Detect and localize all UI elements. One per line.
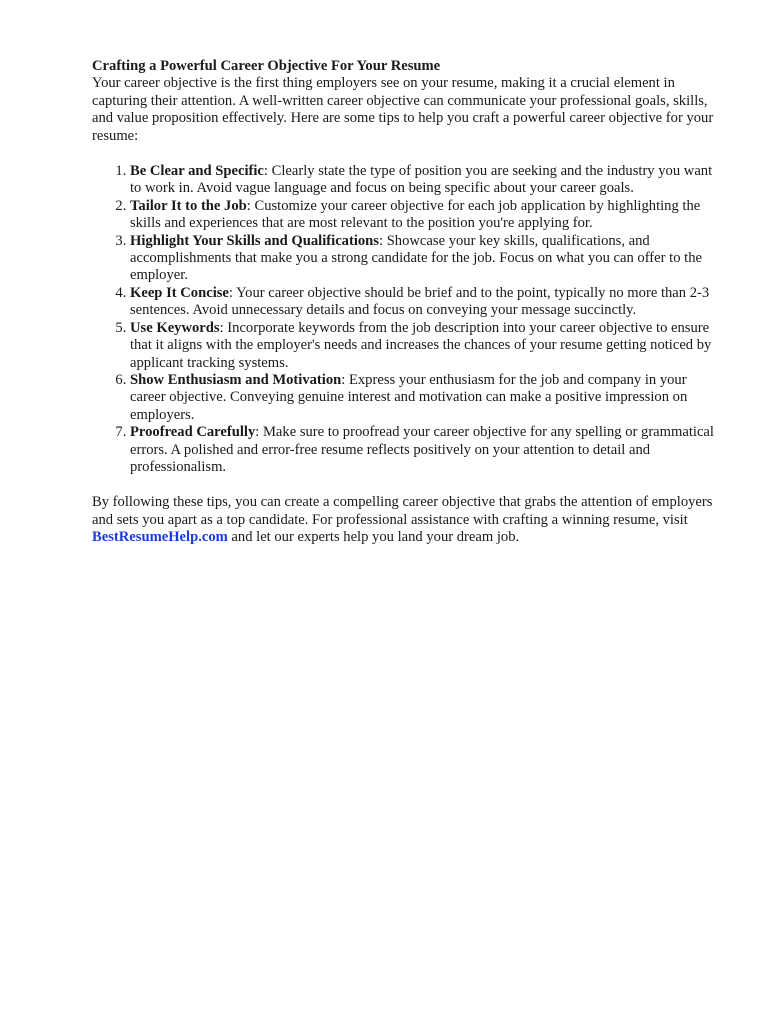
tip-term: Highlight Your Skills and Qualifications	[130, 232, 379, 249]
tip-separator: :	[341, 371, 349, 388]
tip-text: Showcase your key skills, qualifications, and accomplishments that make you a strong candidate for the job. Focus on what you can offer to the employer.	[130, 232, 702, 284]
tip-text: Customize your career objective for each job application by highlighting the skills and experiences that are most relevant to the position you're applying for.	[130, 197, 701, 232]
list-item	[130, 372, 724, 424]
tip-text: Make sure to proofread your career objective for any spelling or grammatical errors. A polished and error-free resume reflects positively on your attention to detail and professionalism.	[130, 424, 714, 475]
tip-text: Your career objective should be brief and to the point, typically no more than 2-3 sentences. Avoid unnecessary details and focus on conveying your message succinctly.	[130, 284, 710, 319]
closing-paragraph	[92, 494, 724, 546]
tip-text: Express your enthusiasm for the job and company in your career objective. Conveying genuine interest and motivation can make a positive impression on employers.	[130, 371, 688, 423]
tip-text: Clearly state the type of position you are seeking and the industry you want to work in. Avoid vague language and focus on being specific about your career goals.	[130, 163, 713, 197]
list-item	[130, 198, 724, 233]
tip-separator: :	[263, 163, 272, 180]
document-page	[92, 58, 724, 547]
intro-paragraph: Your career objective is the first thing employers see on your resume, making it a crucial element in capturing their attention. A well-written career objective can communicate your professional goals, skills, and value proposition effectively. Here are some tips to help you craft a powerful career objective for your resume:	[92, 75, 714, 144]
tip-term: Be Clear and Specific	[130, 163, 264, 180]
tip-separator: :	[219, 319, 228, 336]
closing-text-after-link: and let our experts help you land your dream job.	[227, 529, 520, 546]
closing-text-before-link: By following these tips, you can create a compelling career objective that grabs the attention of employers and sets you apart as a top candidate. For professional assistance with crafting a winning resume, visit	[92, 494, 713, 528]
tips-list	[92, 163, 724, 476]
list-item	[130, 285, 724, 320]
best-resume-help-link[interactable]: BestResumeHelp.com	[92, 529, 228, 546]
tip-term: Tailor It to the Job	[130, 197, 247, 214]
list-item	[130, 424, 724, 476]
list-item	[130, 233, 724, 285]
tip-separator: :	[228, 284, 237, 301]
list-item	[130, 163, 724, 198]
tip-term: Show Enthusiasm and Motivation	[130, 371, 342, 388]
tip-term: Use Keywords	[130, 319, 220, 336]
tip-term: Keep It Concise	[130, 284, 229, 301]
tip-separator: :	[255, 424, 263, 441]
tip-term: Proofread Carefully	[130, 424, 256, 441]
tip-text: Incorporate keywords from the job description into your career objective to ensure that it aligns with the employer's needs and increases the chances of your resume getting noticed by applicant tracking systems.	[130, 319, 712, 371]
list-item	[130, 320, 724, 372]
tip-separator: :	[378, 232, 387, 249]
document-title: Crafting a Powerful Career Objective For Your Resume	[92, 58, 441, 74]
tip-separator: :	[246, 197, 255, 214]
